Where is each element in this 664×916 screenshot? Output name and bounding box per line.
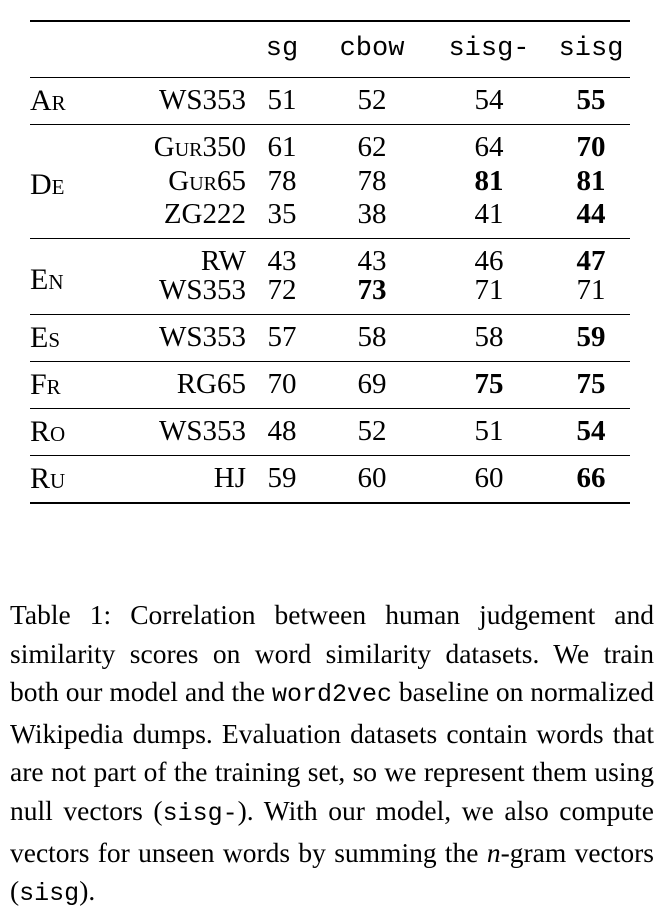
dataset-cell: RG65 (176, 368, 246, 400)
header-sisg: sisg (558, 34, 624, 65)
table-row (30, 77, 630, 124)
value-cell-sisg: 75 (576, 368, 606, 400)
value-cell-cbow: 52 (357, 84, 387, 116)
table-row (30, 162, 630, 200)
value-cell-sisg-minus: 58 (474, 321, 504, 353)
header-row (30, 21, 630, 77)
value-cell-sisg-minus: 46 (474, 244, 504, 277)
header-cbow: cbow (339, 34, 405, 65)
value-cell-sg: 43 (267, 244, 297, 277)
value-cell-cbow: 69 (357, 368, 387, 400)
language-cell: En (30, 263, 64, 296)
table-header (30, 21, 630, 77)
results-table-container (30, 20, 630, 504)
value-cell-sisg-minus: 81 (474, 164, 504, 197)
value-cell-sisg: 81 (576, 164, 606, 197)
value-cell-sg: 59 (267, 462, 297, 494)
value-cell-sg: 48 (267, 415, 297, 447)
caption-text-5: ). (79, 875, 96, 907)
header-sg: sg (265, 34, 299, 65)
table-row (30, 124, 630, 162)
value-cell-sg: 70 (267, 368, 297, 400)
value-cell-sisg: 71 (576, 274, 606, 307)
value-cell-sisg: 55 (576, 84, 606, 116)
value-cell-sisg: 66 (576, 462, 606, 494)
dataset-cell: WS353 (159, 274, 246, 307)
dataset-cell: WS353 (159, 415, 246, 447)
value-cell-cbow: 52 (357, 415, 387, 447)
header-dataset (104, 21, 246, 77)
table-group (30, 455, 630, 503)
caption-n-variable: n (486, 836, 501, 868)
dataset-cell: WS353 (159, 321, 246, 353)
table-row (30, 361, 630, 408)
dataset-cell: Gur65 (168, 164, 246, 197)
value-cell-sg: 51 (267, 84, 297, 116)
table-row (30, 408, 630, 455)
value-cell-cbow: 58 (357, 321, 387, 353)
value-cell-sisg-minus: 75 (474, 368, 504, 400)
language-cell: De (30, 168, 65, 201)
caption-text-2: baseline on normalized Wikipedia dumps. Evaluation datasets contain words that are not part of the training set, so we represent them using null vectors ( (10, 676, 654, 826)
header-sisg-minus: sisg- (448, 34, 530, 65)
value-cell-sisg-minus: 51 (474, 415, 504, 447)
table-group (30, 408, 630, 455)
value-cell-sisg-minus: 54 (474, 84, 504, 116)
table-row (30, 276, 630, 314)
caption-label: Table 1: (10, 599, 112, 630)
caption-text-4: -gram vectors ( (10, 836, 654, 907)
language-cell: Ar (30, 83, 66, 117)
value-cell-sg: 57 (267, 321, 297, 353)
value-cell-sg: 61 (267, 130, 297, 163)
dataset-cell: ZG222 (163, 198, 246, 231)
value-cell-cbow: 38 (357, 198, 387, 231)
caption-code-word2vec: word2vec (272, 680, 393, 710)
dataset-cell: WS353 (159, 84, 246, 116)
value-cell-sisg: 59 (576, 321, 606, 353)
value-cell-cbow: 73 (357, 274, 387, 307)
language-cell: Ro (30, 414, 66, 448)
value-cell-sisg-minus: 60 (474, 462, 504, 494)
table-caption (10, 596, 654, 914)
value-cell-sg: 72 (267, 274, 297, 307)
value-cell-cbow: 62 (357, 130, 387, 163)
caption-text-3: ). With our model, we also compute vectors for unseen words by summing the (10, 794, 654, 868)
table-group (30, 238, 630, 314)
table-group (30, 124, 630, 238)
value-cell-cbow: 60 (357, 462, 387, 494)
table-row (30, 455, 630, 503)
caption-code-sisg: sisg (19, 879, 80, 909)
value-cell-sisg: 44 (576, 198, 606, 231)
language-cell: Es (30, 320, 61, 354)
results-table (30, 20, 630, 504)
value-cell-sisg-minus: 41 (474, 198, 504, 231)
language-cell: Ru (30, 461, 66, 495)
value-cell-sg: 35 (267, 198, 297, 231)
caption-code-sisg-minus: sisg- (162, 798, 238, 828)
value-cell-sisg: 47 (576, 244, 606, 277)
value-cell-sisg: 70 (576, 130, 606, 163)
dataset-cell: Gur350 (153, 130, 246, 163)
header-language (30, 21, 104, 77)
table-group (30, 361, 630, 408)
value-cell-cbow: 78 (357, 164, 387, 197)
table-group (30, 77, 630, 124)
value-cell-cbow: 43 (357, 244, 387, 277)
language-cell: Fr (30, 367, 61, 401)
value-cell-sisg-minus: 71 (474, 274, 504, 307)
caption-text-1: Correlation between human judgement and similarity scores on word similarity datasets. We train both our model and the (10, 599, 654, 708)
dataset-cell: HJ (213, 462, 246, 494)
value-cell-sisg: 54 (576, 415, 606, 447)
value-cell-sg: 78 (267, 164, 297, 197)
table-row (30, 200, 630, 238)
table-group (30, 314, 630, 361)
table-row (30, 238, 630, 276)
table-row (30, 314, 630, 361)
value-cell-sisg-minus: 64 (474, 130, 504, 163)
dataset-cell: RW (200, 244, 246, 277)
